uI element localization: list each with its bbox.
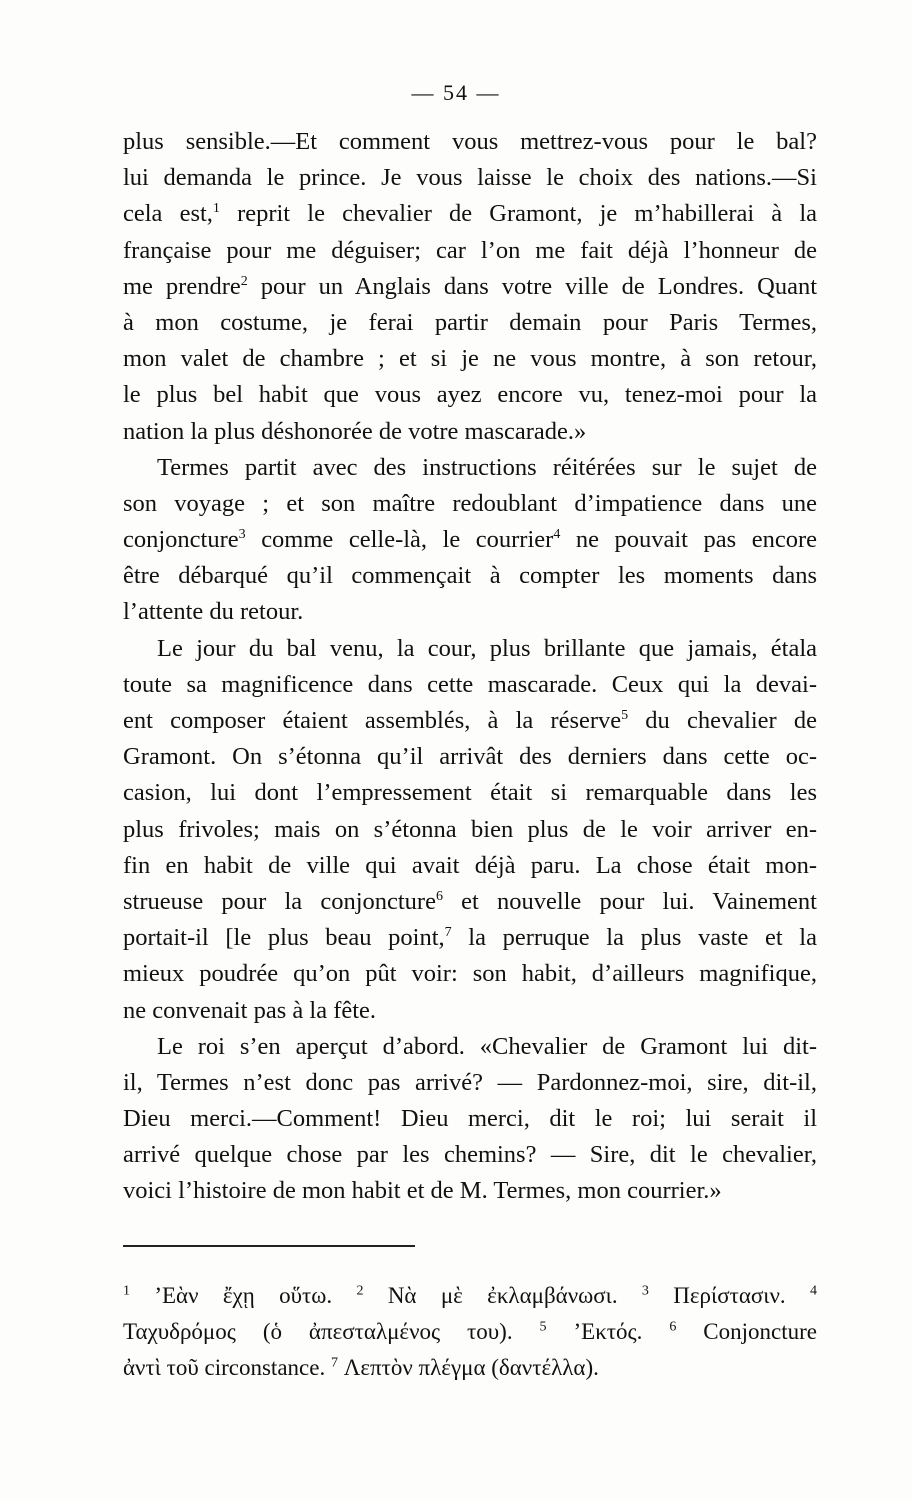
footnote-marker: 1 bbox=[212, 201, 220, 217]
text-line: voici l’histoire de mon habit et de M. Termes, mon courrier.» bbox=[123, 1177, 722, 1205]
footnote-line bbox=[123, 1278, 817, 1314]
footnote-marker: 3 bbox=[238, 526, 246, 542]
footnote-marker: 7 bbox=[444, 924, 452, 940]
text-segment: ent composer étaient assemblés, à la réserve bbox=[123, 707, 622, 734]
footnote-number: 5 bbox=[539, 1319, 547, 1335]
text-segment: et nouvelle pour lui. Vainement bbox=[442, 887, 817, 915]
footnote-marker: 2 bbox=[240, 273, 248, 289]
footnote-text: Νὰ μὲ ἐκλαμβάνωσι. bbox=[363, 1283, 642, 1308]
text-segment: pour un Anglais dans votre ville de Londres. Quant bbox=[247, 272, 817, 300]
text-line bbox=[123, 522, 817, 558]
text-line: mon valet de chambre ; et si je ne vous montre, à son retour, bbox=[123, 345, 817, 373]
text-segment: strueuse pour la conjoncture bbox=[123, 887, 436, 915]
text-line: son voyage ; et son maître redoublant d’impatience dans une bbox=[123, 489, 817, 517]
body-text bbox=[123, 124, 817, 1210]
footnote-text: ’Εκτός. bbox=[546, 1319, 670, 1344]
text-segment: ne pouvait pas encore bbox=[560, 526, 817, 554]
text-segment: conjoncture bbox=[123, 526, 239, 554]
text-line: il, Termes n’est donc pas arrivé? — Pardonnez-moi, sire, dit-il, bbox=[123, 1068, 817, 1096]
text-line: Dieu merci.—Comment! Dieu merci, dit le roi; lui serait il bbox=[123, 1105, 817, 1133]
text-segment: me prendre bbox=[123, 272, 241, 300]
footnote-line bbox=[123, 1314, 817, 1350]
text-line: ne convenait pas à la fête. bbox=[123, 996, 377, 1024]
text-line: l’attente du retour. bbox=[123, 598, 304, 626]
footnote-number: 7 bbox=[330, 1355, 338, 1371]
text-line: arrivé quelque chose par les chemins? — Sire, dit le chevalier, bbox=[123, 1141, 817, 1169]
text-segment: du chevalier de bbox=[628, 707, 817, 734]
text-line: Gramont. On s’étonna qu’il arrivât des derniers dans cette oc- bbox=[123, 743, 817, 771]
text-line: toute sa magnificence dans cette mascarade. Ceux qui la devai- bbox=[123, 670, 817, 698]
text-line: à mon costume, je ferai partir demain pour Paris Termes, bbox=[123, 308, 817, 336]
text-line: plus frivoles; mais on s’étonna bien plus de le voir arriver en- bbox=[123, 815, 817, 843]
footnote-number: 6 bbox=[669, 1319, 677, 1335]
footnote-text: Περίστασιν. bbox=[648, 1283, 810, 1308]
footnote-number: 4 bbox=[809, 1283, 817, 1299]
page-number: — 54 — bbox=[411, 80, 501, 105]
footnote-line bbox=[123, 1350, 817, 1386]
text-line: le plus bel habit que vous ayez encore vu, tenez-moi pour la bbox=[123, 381, 817, 409]
footnote-text: ’Εὰν ἔχῃ οὕτω. bbox=[130, 1283, 357, 1308]
text-line: lui demanda le prince. Je vous laisse le choix des nations.—Si bbox=[123, 164, 817, 192]
text-line: mieux poudrée qu’on pût voir: son habit, d’ailleurs magnifique, bbox=[123, 960, 817, 988]
text-line: française pour me déguiser; car l’on me fait déjà l’honneur de bbox=[123, 236, 817, 264]
footnote-marker: 5 bbox=[621, 707, 629, 723]
text-segment: cela est, bbox=[123, 200, 213, 228]
text-line: être débarqué qu’il commençait à compter les moments dans bbox=[123, 562, 817, 590]
footnote-text: Conjoncture bbox=[676, 1319, 817, 1344]
text-line: Le roi s’en aperçut d’abord. «Chevalier de Gramont lui dit- bbox=[157, 1032, 817, 1060]
text-segment: la perruque la plus vaste et la bbox=[451, 924, 817, 952]
text-line: plus sensible.—Et comment vous mettrez-vous pour le bal? bbox=[123, 128, 817, 155]
text-line: Termes partit avec des instructions réitérées sur le sujet de bbox=[157, 453, 817, 481]
text-line: nation la plus déshonorée de votre mascarade.» bbox=[123, 417, 587, 445]
text-line: casion, lui dont l’empressement était si remarquable dans les bbox=[123, 779, 817, 807]
footnote-divider bbox=[123, 1245, 415, 1247]
text-line: fin en habit de ville qui avait déjà paru. La chose était mon- bbox=[123, 851, 817, 879]
footnote-number: 3 bbox=[641, 1283, 649, 1299]
footnote-text: Ταχυδρόμος (ὁ ἀπεσταλμένος του). bbox=[123, 1319, 540, 1344]
footnote-number: 1 bbox=[123, 1283, 130, 1299]
footnote-marker: 4 bbox=[553, 526, 561, 542]
footnotes bbox=[123, 1278, 817, 1386]
footnote-marker: 6 bbox=[435, 888, 443, 904]
text-line: Le jour du bal venu, la cour, plus brillante que jamais, étala bbox=[157, 634, 817, 662]
text-line bbox=[123, 884, 817, 920]
text-segment: reprit le chevalier de Gramont, je m’habillerai à la bbox=[219, 200, 817, 228]
text-line bbox=[123, 196, 817, 232]
text-segment: comme celle-là, le courrier bbox=[245, 526, 554, 554]
footnote-number: 2 bbox=[356, 1283, 364, 1299]
text-line bbox=[123, 703, 817, 739]
text-segment: portait-il [le plus beau point, bbox=[123, 924, 445, 952]
text-line bbox=[123, 920, 817, 956]
text-line bbox=[123, 269, 817, 305]
footnote-text: ἀντὶ τοῦ circonstance. bbox=[123, 1355, 331, 1380]
footnote-text: Λεπτὸν πλέγμα (δαντέλλα). bbox=[337, 1355, 599, 1380]
